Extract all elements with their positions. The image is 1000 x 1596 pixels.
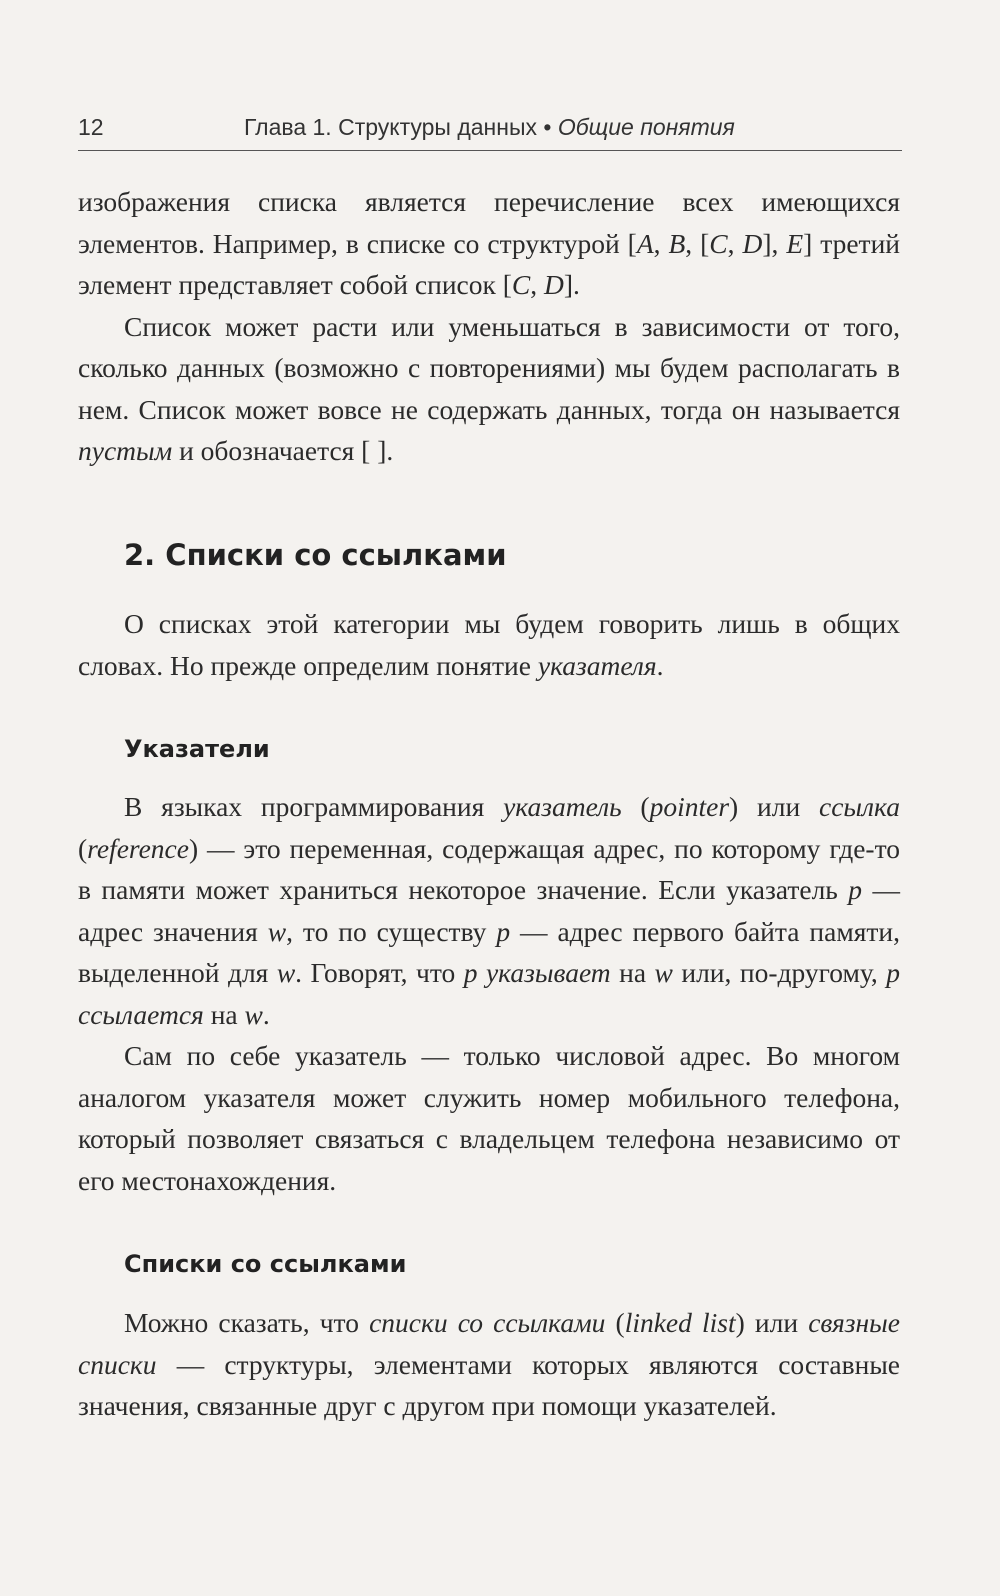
section-title: Общие понятия (557, 114, 735, 140)
paragraph: О списках этой категории мы будем говорить лишь в общих словах. Но прежде определим понятие указателя. (78, 608, 900, 681)
paragraph: Сам по себе указатель — только числовой адрес. Во многом аналогом указателя может служить номер мобильного телефона, который позволяет связаться с владельцем телефона независимо от его местонахождения. (78, 1040, 900, 1196)
subsection-heading: Указатели (124, 735, 270, 763)
page-number: 12 (78, 114, 104, 140)
running-title (244, 114, 735, 141)
section-heading: 2. Списки со ссылками (124, 538, 507, 572)
paragraph: Можно сказать, что списки со ссылками (linked list) или связные списки — структуры, элементами которых являются составные значения, связанные друг с другом при помощи указателей. (78, 1307, 900, 1421)
chapter-title: Глава 1. Структуры данных • (244, 114, 552, 140)
paragraph: изображения списка является перечисление всех имеющихся элементов. Например, в списке со структурой [A, B, [C, D], E] третий элемент представляет собой список [C, D]. (78, 186, 900, 300)
paragraph: В языках программирования указатель (pointer) или ссылка (reference) — это переменная, содержащая адрес, по которому где-то в памяти может храниться некоторое значение. Если указатель p — адрес значения w, то по существу p — адрес первого байта памяти, выделенной для w. Говорят, что p указывает на w или, по-другому, p ссылается на w. (78, 791, 900, 1030)
running-header (78, 110, 902, 151)
linked-lists-block (78, 1302, 900, 1427)
intro-block (78, 181, 900, 472)
paragraph: Список может расти или уменьшаться в зависимости от того, сколько данных (возможно с повторениями) мы будем располагать в нем. Список может вовсе не содержать данных, тогда он называется пустым и обозначается [ ]. (78, 310, 900, 466)
section-intro (78, 603, 900, 686)
subsection-heading: Списки со ссылками (124, 1250, 407, 1278)
pointers-block (78, 786, 900, 1201)
